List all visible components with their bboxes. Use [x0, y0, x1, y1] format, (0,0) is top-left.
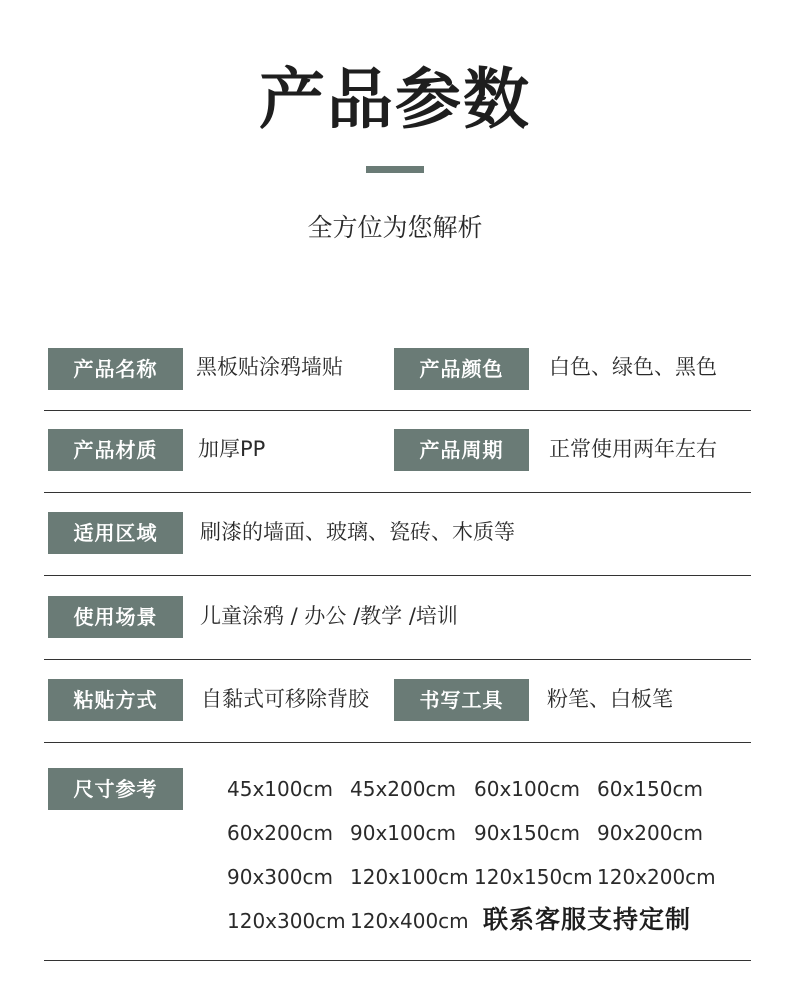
- size-item: 90x300cm: [227, 865, 333, 889]
- page-title: 产品参数: [259, 61, 531, 138]
- size-item: 60x100cm: [474, 777, 580, 801]
- product-color-label: 产品颜色: [394, 348, 529, 390]
- product-material-value: 加厚PP: [198, 437, 266, 461]
- divider: [44, 410, 751, 411]
- divider: [44, 659, 751, 660]
- writing-tool-label: 书写工具: [394, 679, 529, 721]
- size-item: 45x100cm: [227, 777, 333, 801]
- product-cycle-value: 正常使用两年左右: [549, 437, 717, 461]
- paste-method-label: 粘贴方式: [48, 679, 183, 721]
- writing-tool-value: 粉笔、白板笔: [547, 687, 673, 711]
- size-reference-label: 尺寸参考: [48, 768, 183, 810]
- size-item: 60x200cm: [227, 821, 333, 845]
- size-item: 60x150cm: [597, 777, 703, 801]
- size-item: 120x400cm: [350, 909, 469, 933]
- size-item: 90x100cm: [350, 821, 456, 845]
- applicable-area-value: 刷漆的墙面、玻璃、瓷砖、木质等: [200, 520, 515, 544]
- page-subtitle: 全方位为您解析: [307, 213, 483, 242]
- size-item: 120x300cm: [227, 909, 346, 933]
- divider: [44, 492, 751, 493]
- divider: [44, 960, 751, 961]
- divider: [44, 575, 751, 576]
- size-item: 45x200cm: [350, 777, 456, 801]
- divider: [44, 742, 751, 743]
- paste-method-value: 自黏式可移除背胶: [201, 687, 369, 711]
- product-cycle-label: 产品周期: [394, 429, 529, 471]
- custom-order-note: 联系客服支持定制: [483, 905, 692, 934]
- applicable-area-label: 适用区域: [48, 512, 183, 554]
- size-item: 90x150cm: [474, 821, 580, 845]
- size-item: 120x200cm: [597, 865, 716, 889]
- size-item: 120x100cm: [350, 865, 469, 889]
- product-name-value: 黑板贴涂鸦墙贴: [196, 355, 343, 379]
- product-name-label: 产品名称: [48, 348, 183, 390]
- usage-scene-label: 使用场景: [48, 596, 183, 638]
- product-color-value: 白色、绿色、黑色: [549, 355, 717, 379]
- size-item: 120x150cm: [474, 865, 593, 889]
- size-item: 90x200cm: [597, 821, 703, 845]
- usage-scene-value: 儿童涂鸦 / 办公 /教学 /培训: [200, 604, 458, 628]
- product-material-label: 产品材质: [48, 429, 183, 471]
- title-accent-bar: [366, 166, 424, 173]
